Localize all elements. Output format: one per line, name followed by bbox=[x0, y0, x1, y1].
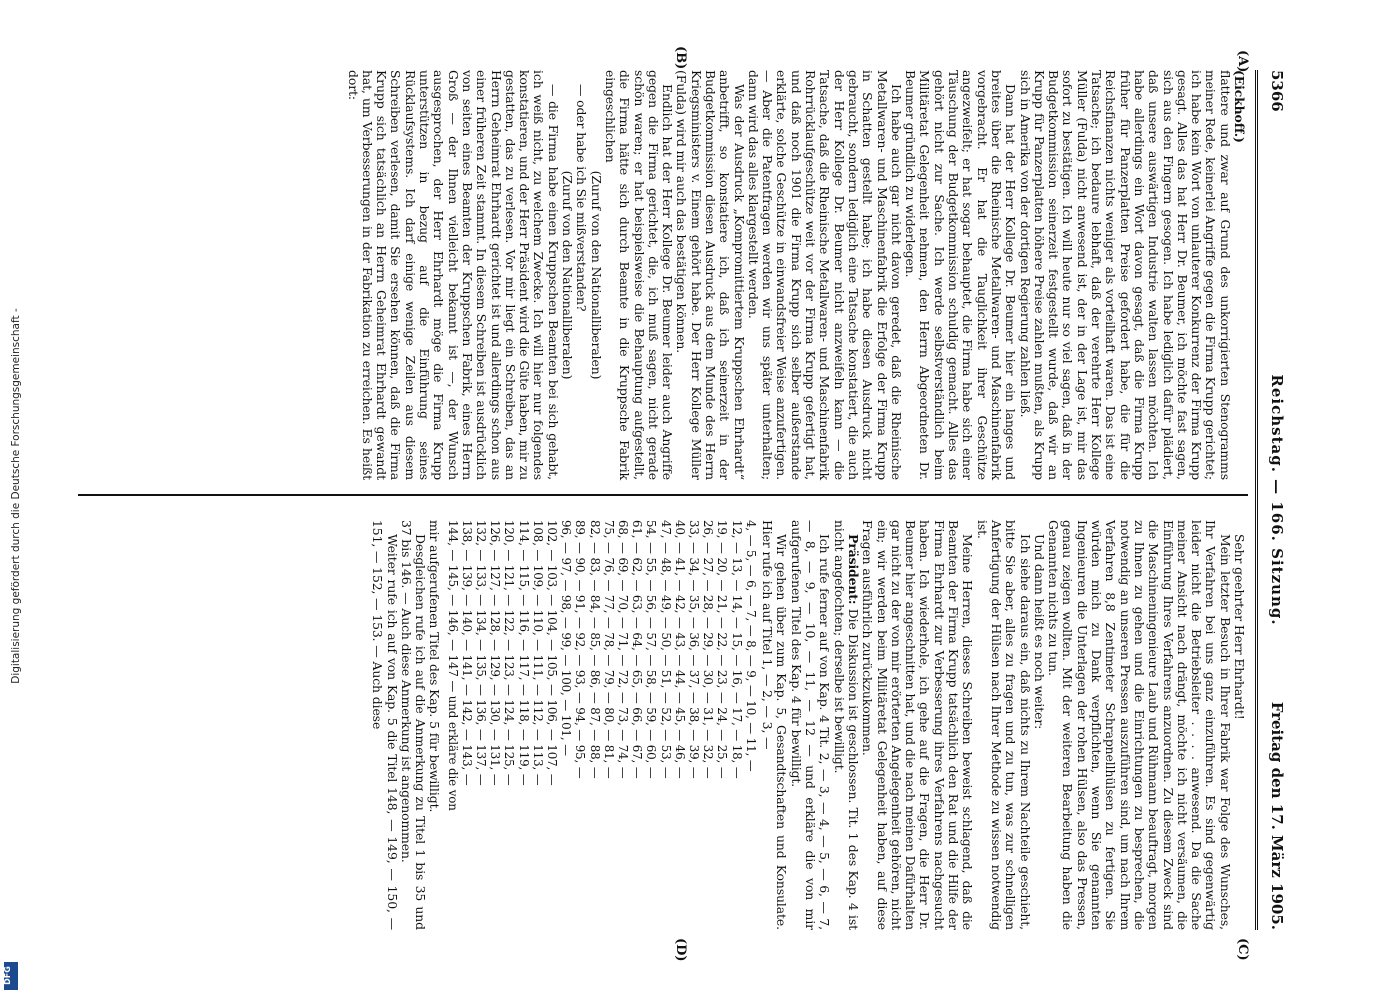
interjection: (Zuruf von den Nationalliberalen) bbox=[560, 170, 576, 380]
paragraph: flattere und zwar auf Grund des unkorrigierten Stenogramms meiner Rede, keinerlei Angriffe gegen die Firma Krupp gerichtet; ich habe kein Wort von unlauterer Konkurrenz der Firma Krupp gesagt. Alles das hat Herr Dr. Beumer, ich möchte fast sagen, sich aus den Fingern gesogen. Ich habe lediglich dafür plädiert, daß unsere auswärtigen Industrie walten lassen möchten. Ich habe allerdings ein Wort davon gesagt, daß die Firma Krupp früher für Panzerplatten Preise gefordert habe, die für die Reichsfinanzen nichts weniger als vorteilhaft waren. Das ist eine Tatsache; ich bedaure lebhaft, daß der verehrte Herr Kollege Müller (Fulda) nicht anwesend ist, der in der Lage ist, mir das sofort zu bestätigen. Ich will heute nur so viel sagen, daß in der Budgetkommission seinerzeit festgestellt wurde, daß wir an Krupp für Panzerplatten höhere Preise zahlen mußten, als Krupp sich in Amerika von der dortigen Regierung zahlen ließ. bbox=[1017, 70, 1233, 480]
title-row: 47, — 48, — 49, — 50, — 51, — 52, — 53, — bbox=[658, 520, 673, 779]
paragraph: Was der Ausdruck „Kompromittiertem Kruppschen Ehrhardt“ anbetrifft, so konstatiere ich, daß ich seinerzeit in der Budgetkommission diesen Ausdruck aus dem Munde des Herrn Kriegsministers v. Einem gehört habe. Der Herr Kollege Müller (Fulda) wird mir auch das bestätigen können. bbox=[674, 70, 747, 480]
margin-marker-b: (B) bbox=[673, 46, 688, 70]
title-row: 19, — 20, — 21, — 22, — 23, — 24, — 25, — bbox=[715, 520, 730, 779]
paragraph: Dann hat der Herr Kollege Dr. Beumer hier ein langes und breites über die Rheinische Metallwaren- und Maschinenfabrik vorgebracht. Er hat die Tauglichkeit ihrer Geschütze angezweifelt; er hat sogar behauptet, die Firma habe sich einer Täuschung der Budgetkommission schuldig gemacht. Alles das gehört nicht zur Sache. Ich werde selbstverständlich beim Militäretat Gelegenheit nehmen, den Herrn Abgeordneten Dr. Beumer gründlich zu widerlegen. bbox=[903, 70, 1019, 480]
page-header bbox=[1255, 70, 1292, 930]
margin-marker-a: (A) bbox=[1235, 50, 1250, 73]
title-row: 82, — 83, — 84, — 85, — 86, — 87, — 88, — bbox=[587, 520, 602, 779]
margin-marker-c: (C) bbox=[1235, 938, 1250, 961]
title-row: 138, — 139, — 140, — 141, — 142, — 143, — bbox=[459, 520, 474, 786]
title-row: 54, — 55, — 56, — 57, — 58, — 59, — 60, — bbox=[644, 520, 659, 779]
title-row: 144, — 145, — 146, — 147 — und erkläre die von bbox=[445, 520, 460, 811]
session-date: Freitag den 17. März 1905. bbox=[1268, 701, 1286, 930]
left-column bbox=[345, 70, 1246, 480]
president-text: Die Diskussion ist geschlossen. Tit. 1 des Kap. 4 ist nicht angefochten; derselbe ist bewilligt. bbox=[831, 520, 861, 931]
credit-text: Digitalisierung gefördert durch die Deutsche Forschungsgemeinschaft - bbox=[10, 308, 22, 684]
paragraph: Endlich hat der Herr Kollege Dr. Beumer leider auch Angriffe gegen die Firma gerichtet, die, ich muß sagen, nicht gerade schön waren; er hat beispielsweise die Behauptung aufgestellt, die Firma hätte sich durch Beamte in die Kruppsche Fabrik eingeschlichen bbox=[602, 70, 676, 480]
president-statement bbox=[831, 520, 860, 930]
title-row: 40, — 41, — 42, — 43, — 44, — 45, — 46, — bbox=[672, 520, 687, 779]
speaker-name: (Eickhoff.) bbox=[1232, 70, 1247, 143]
title-row: 75, — 76, — 77, — 78, — 79, — 80, — 81, — bbox=[601, 520, 616, 779]
paragraph: Desgleichen rufe ich auf die Anmerkung zu Titel 1 bis 35 und 37 bis 146. — Auch diese Anmerkung ist angenommen. bbox=[398, 520, 429, 930]
letter-body: Ich siehe daraus ein, daß nichts zu Ihrem Nachteile geschieht, bitte Sie aber, alles zu fragen und zu tun, was zur schnelligen Anfertigung der Hülsen nach Ihrer Methode zu wissen notwendig ist. bbox=[974, 520, 1033, 930]
title-row: 96, — 97, — 98, — 99, — 100, — 101, — bbox=[559, 520, 574, 756]
title-row: 102, — 103, — 104, — 105, — 106, — 107, — bbox=[545, 520, 560, 786]
column-divider bbox=[78, 494, 1248, 496]
paragraph: Ich habe auch gar nicht davon geredet, daß die Rheinische Metallwaren- und Maschinenfabrik die Erfolge der Firma Krupp in Schatten gestellt habe; ich habe diesen Ausdruck nicht gebraucht, sondern lediglich eine Tatsache konstatiert, die auch der Herr Kollege Dr. Beumer nicht anzweifeln kann — die Tatsache, daß die Rheinische Metallwaren- und Maschinenfabrik Rohrrücklaufgeschütze weit vor der Firma Krupp gefertigt hat, und daß noch 1901 die Firma Krupp sich selber außerstande erklärte, solche Geschütze in einwandsfreier Weise anzufertigen. — Aber die Patentfragen werden wir uns später unterhalten; dann wird das alles klargestellt werden. bbox=[745, 70, 904, 480]
title-row: 33, — 34, — 35, — 36, — 37, — 38, — 39, — bbox=[687, 520, 702, 779]
title-row: 126, — 127, — 128, — 129, — 130, — 131, — bbox=[488, 520, 503, 786]
paragraph: — oder habe ich Sie mißverstanden? bbox=[574, 84, 590, 312]
letter-body: Mein letzter Besuch in Ihrer Fabrik war Folge des Wunsches, Ihr Verfahren bei uns ganz einzuführen. Es sind gegenwärtig leider nicht die Betriebsleiter . . . . anwesend. Da die Sache meiner Ansicht nach drängt, möchte ich nicht versäumen, die Einführung Ihres Verfahrens anzuordnen. Zu diesem Zweck sind die Maschineningenieure Laub und Rühmann beauftragt, morgen zu Ihnen zu gehen und die Einrichtungen zu besprechen, die notwendig an unseren Pressen auszuführen sind, um nach Ihrem Verfahren 8,8 Zentimeter Schrapnellhülsen zu fertigen. Sie würden mich zu Dank verpflichten, wenn Sie genannten Ingenieuren die Unterlagen der rohen Hülsen, also das Pressen, genau zeigen wollten. Mit der weiteren Bearbeitung haben die Genannten nichts zu tun. bbox=[1046, 520, 1233, 930]
paragraph: Meine Herren, dieses Schreiben beweist schlagend, daß die Beamten der Firma Krupp tatsächlich den Rat und die Hilfe der Firma Ehrhardt zur Verbesserung ihres Verfahrens nachgesucht haben. Ich wiederhole, ich gehe auf die Fragen, die Herr Dr. Beumer hier angeschnitten hat, und die nach meinen Dafürhalten gar nicht zu der von mir erörterten Angelegenheit gehören, nicht ein; wir werden beim Militäretat Gelegenheit haben, auf diese Fragen ausführlich zurückzukommen. bbox=[860, 520, 976, 930]
right-column bbox=[370, 520, 1246, 930]
paragraph: Und dann heißt es noch weiter: bbox=[1031, 534, 1047, 730]
title-number-list bbox=[445, 520, 757, 930]
title-row: 4, — 5, — 6, — 7, — 8, — 9, — 10, — 11, — bbox=[743, 520, 758, 772]
page-number: 5366 bbox=[1268, 70, 1286, 112]
title-row: 61, — 62, — 63, — 64, — 65, — 66, — 67, — bbox=[630, 520, 645, 779]
dfg-logo bbox=[4, 962, 18, 990]
paragraph: Ich rufe ferner auf von Kap. 4 Tit. 2, — 3, — 4, — 5, — 6, — 7, — 8, — 9, — 10, — 11, — 12 — und erkläre die von mir aufgerufenen Titel des Kap. 4 für bewilligt. bbox=[788, 520, 833, 930]
letter-salutation: Sehr geehrter Herr Ehrhardt! bbox=[1232, 534, 1247, 720]
session-title: Reichstag. — 166. Sitzung. bbox=[1268, 374, 1286, 626]
title-row: 120, — 121, — 122, — 123, — 124, — 125, — bbox=[502, 520, 517, 786]
title-row: 114, — 115, — 116, — 117, — 118, — 119, — bbox=[516, 520, 531, 786]
title-row: 89, — 90, — 91, — 92, — 93, — 94, — 95, — bbox=[573, 520, 588, 779]
title-row: 12, — 13, — 14, — 15, — 16, — 17, — 18, — bbox=[729, 520, 744, 779]
margin-marker-d: (D) bbox=[673, 938, 688, 962]
title-row: 132, — 133, — 134, — 135, — 136, — 137, — bbox=[474, 520, 489, 786]
paragraph: Weiter rufe ich auf von Kap. 5 die Titel 148, — 149, — 150, — 151, — 152, — 153. — Auch diese bbox=[370, 520, 400, 930]
interjection: (Zuruf von den Nationalliberalen) bbox=[588, 170, 604, 380]
paragraph: Wir gehen über zum Kap. 5, Gesandtschaften und Konsulate. Hier rufe ich auf Titel 1, — 2, — 3, — bbox=[760, 520, 790, 930]
title-row: 26, — 27, — 28, — 29, — 30, — 31, — 32, — bbox=[701, 520, 716, 779]
dfg-logo-text: DFG bbox=[2, 966, 12, 985]
title-row: 108, — 109, — 110, — 111, — 112, — 113, — bbox=[530, 520, 545, 786]
digitization-credit bbox=[6, 0, 26, 1000]
president-label: Präsident: bbox=[845, 534, 861, 605]
paragraph: — die Firma habe einen Kruppschen Beamten bei sich gehabt, ich weiß nicht, zu welchem Zwecke. Ich will hier nur folgendes konstatieren, und der Herr Präsident wird die Güte haben, mir zu gestatten, das zu verlesen. Vor mir liegt ein Schreiben, das an Herrn Geheimrat Ehrhardt gerichtet ist und allerdings schon aus einer früheren Zeit stammt. In diesem Schreiben ist ausdrücklich von seiten eines Beamten der Kruppschen Fabrik, eines Herrn Groß — der Ihnen vielleicht bekannt ist —, der Wunsch ausgesprochen, der Herr Ehrhardt möge die Firma Krupp unterstützen in bezug auf die Einführung seines Rücklaufsystems. Ich darf einige wenige Zeilen aus diesem Schreiben verlesen, damit Sie ersehen können, daß die Firma Krupp sich tatsächlich an Herrn Geheimrat Ehrhardt gewandt hat, um Verbesserungen in der Fabrikation zu erreichen. Es heißt dort: bbox=[345, 70, 561, 480]
title-row: 68, — 69, — 70, — 71, — 72, — 73, — 74, — bbox=[616, 520, 631, 779]
paragraph: mir aufgerufenen Titel des Kap. 5 für bewilligt. bbox=[427, 520, 443, 813]
